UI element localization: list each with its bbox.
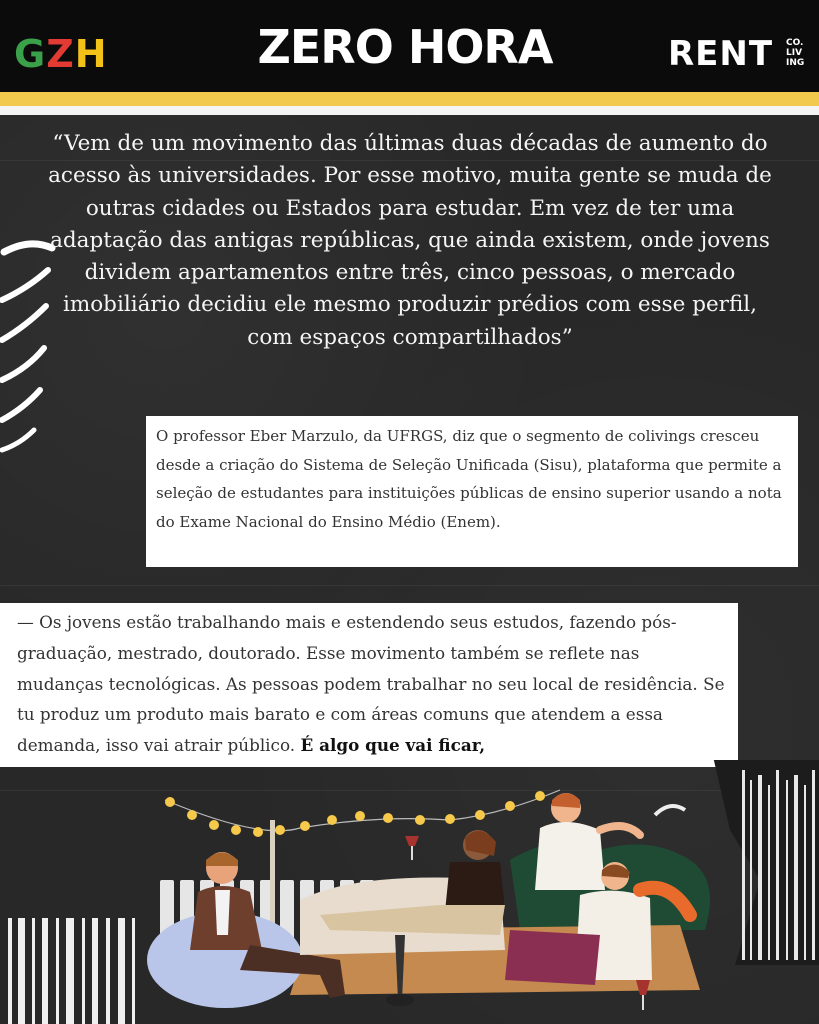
continuation-paragraph: — Os jovens estão trabalhando mais e estendendo seus estudos, fazendo pós-graduação, mestrado, doutorado. Esse movimento também se reflete nas mudanças tecnológicas. As pessoas podem trabalhar no seu local de residência. Se tu produz um produto mais barato e com áreas comuns que atendem a essa demanda, isso vai atrair público. É algo que vai ficar,: [17, 612, 725, 756]
barcode-left-icon: [8, 918, 135, 1024]
sponsor-word: RENT: [668, 34, 774, 74]
brand-title: ZERO HORA: [257, 20, 553, 74]
text-box-professor: [146, 416, 798, 567]
bold-phrase: É algo que vai ficar,: [300, 735, 486, 756]
text-box-quote-continuation: [0, 603, 738, 767]
string-lights-icon: [165, 790, 560, 837]
barcode-pattern-icon: [700, 760, 819, 965]
sponsor-logo: [668, 34, 805, 74]
sponsor-subtitle: CO. LIV ING: [786, 38, 805, 68]
friends-party-illustration-icon: [0, 760, 819, 1024]
pull-quote: “Vem de um movimento das últimas duas décadas de aumento do acesso às universidades. Por esse motivo, muita gente se muda de outras cidades ou Estados para estudar. Em vez de ter uma adaptação das antigas repúblicas, que ainda existem, onde jovens dividem apartamentos entre três, cinco pessoas, o mercado imobiliário decidiu ele mesmo produzir prédios com esse perfil, com espaços compartilhados”: [48, 131, 772, 350]
white-stripe: [0, 106, 819, 115]
yellow-stripe: [0, 92, 819, 106]
header-bar: [0, 0, 819, 92]
professor-paragraph: O professor Eber Marzulo, da UFRGS, diz que o segmento de colivings cresceu desde a criação do Sistema de Seleção Unificada (Sisu), plataforma que permite a seleção de estudantes para instituições públicas de ensino superior usando a nota do Exame Nacional do Ensino Médio (Enem).: [156, 427, 782, 531]
gzh-logo: GZH: [14, 32, 108, 76]
